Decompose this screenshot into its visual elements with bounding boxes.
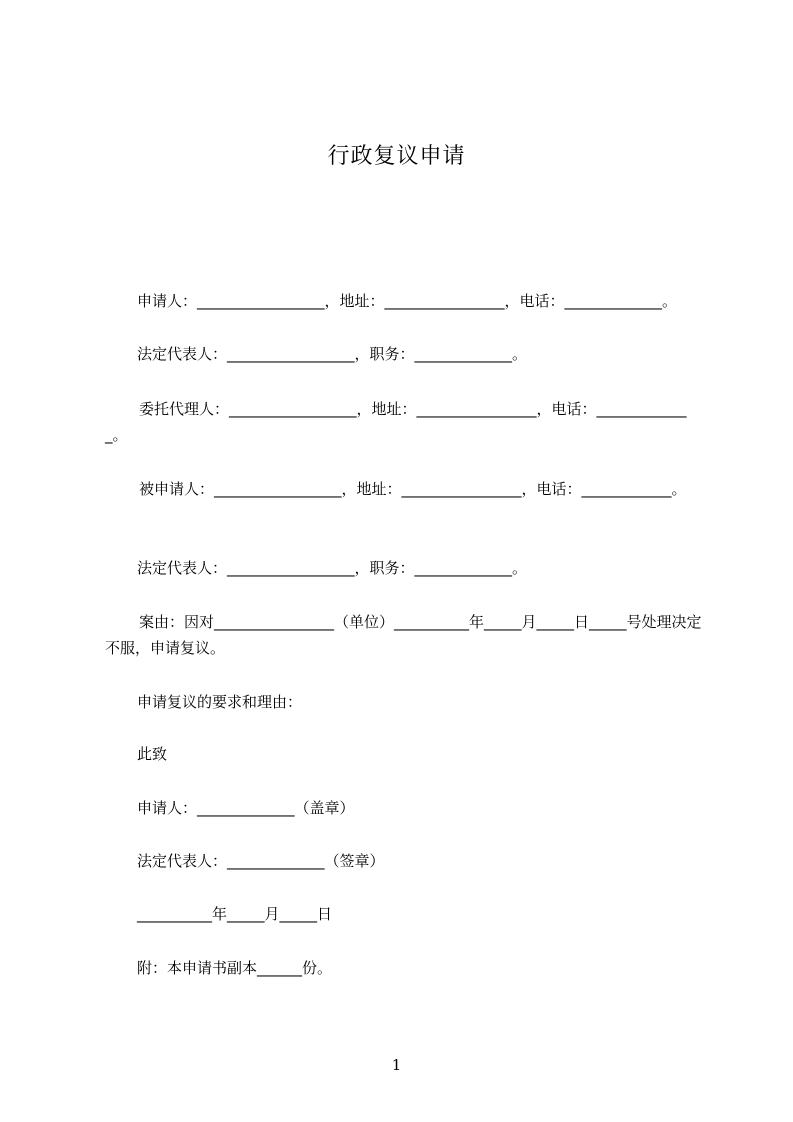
- signature-applicant-line: 申请人：_____________（盖章）: [137, 799, 355, 817]
- applicant-line: 申请人：_________________，地址：________________，电话：_____________。: [137, 292, 678, 310]
- applicant-legal-representative-line: 法定代表人：_________________，职务：_____________。: [137, 345, 528, 363]
- agent-line: 委托代理人：_________________，地址：________________，电话：_____________。: [105, 400, 687, 444]
- respondent-legal-representative-line: 法定代表人：_________________，职务：_____________。: [137, 559, 528, 577]
- signature-legal-representative-line: 法定代表人：_____________（签章）: [137, 852, 385, 870]
- page-number: 1: [391, 1056, 402, 1074]
- case-reason-paragraph: 案由：因对________________（单位）__________年_____月_____日_____号处理决定不服，申请复议。: [105, 613, 702, 657]
- attachment-note: 附：本申请书副本______份。: [137, 959, 333, 977]
- respondent-line: 被申请人：_________________，地址：________________，电话：____________。: [139, 480, 687, 498]
- document-title: 行政复议申请: [327, 144, 466, 169]
- signature-date-line: __________年_____月_____日: [137, 905, 333, 923]
- request-reasons-heading: 申请复议的要求和理由：: [137, 693, 303, 711]
- salutation: 此致: [137, 745, 168, 763]
